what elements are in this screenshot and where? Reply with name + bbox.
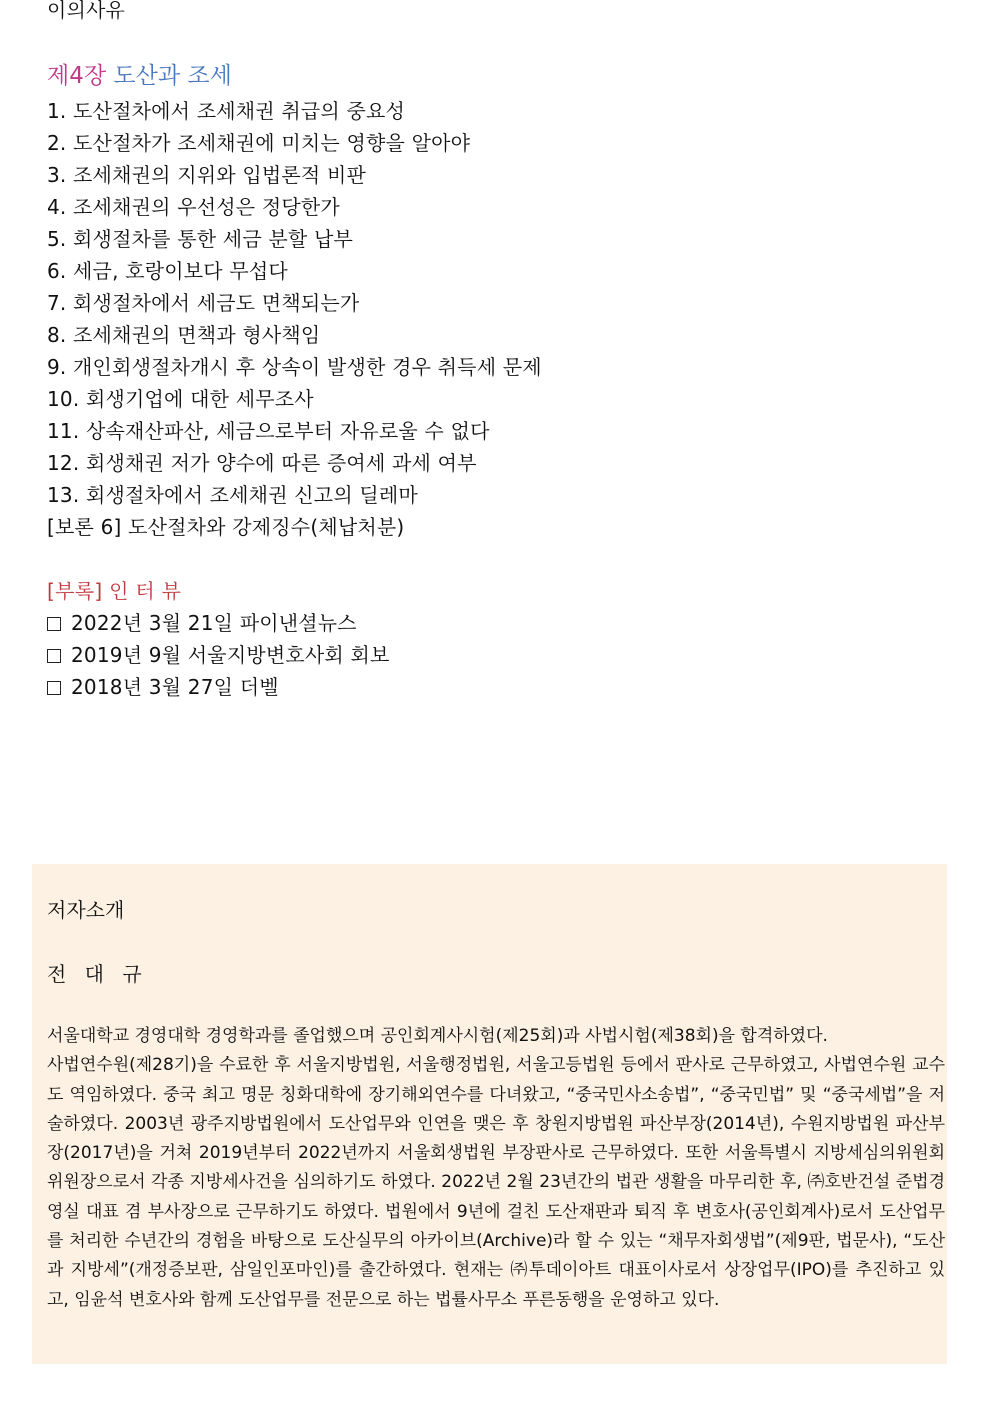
checkbox-icon [47, 617, 61, 631]
interview-item [47, 671, 390, 703]
list-item: 2. 도산절차가 조세채권에 미치는 영향을 알아야 [47, 131, 471, 155]
chapter-title: 도산과 조세 [113, 63, 232, 89]
list-item: 4. 조세채권의 우선성은 정당한가 [47, 195, 340, 219]
list-item: 7. 회생절차에서 세금도 면책되는가 [47, 291, 360, 315]
interview-item [47, 607, 390, 639]
previous-section-line: 이의사유 [47, 0, 126, 22]
list-item: 10. 회생기업에 대한 세무조사 [47, 387, 314, 411]
list-item: 8. 조세채권의 면책과 형사책임 [47, 323, 321, 347]
author-bio-paragraph: 사법연수원(제28기)을 수료한 후 서울지방법원, 서울행정법원, 서울고등법원 등에서 판사로 근무하였고, 사법연수원 교수도 역임하였다. 중국 최고 명문 칭화대학에 장기해외연수를 다녀왔고, “중국민사소송법”, “중국민법” 및 “중국세법”을 저술하였다. 2003년 광주지방법원에서 도산업무와 인연을 맺은 후 창원지방법원 파산부장(2014년), 수원지방법원 파산부장(2017년)을 거쳐 2019년부터 2022년까지 서울회생법원 부장판사로 근무하였다. 또한 서울특별시 지방세심의위원회 위원장으로서 각종 지방세사건을 심의하기도 하였다. 2022년 2월 23년간의 법관 생활을 마무리한 후, ㈜호반건설 준법경영실 대표 겸 부사장으로 근무하기도 하였다. 법원에서 9년에 걸친 도산재판과 퇴직 후 변호사(공인회계사)로서 도산업무를 처리한 수년간의 경험을 바탕으로 도산실무의 아카이브(Archive)라 할 수 있는 “채무자회생법”(제9판, 법문사), “도산과 지방세”(개정증보판, 삼일인포마인)를 출간하였다. 현재는 ㈜투데이아트 대표이사로서 상장업무(IPO)를 추진하고 있고, 임윤석 변호사와 함께 도산업무를 전문으로 하는 법률사무소 푸른동행을 운영하고 있다. [47, 1055, 945, 1310]
interview-list [47, 607, 390, 703]
checkbox-icon [47, 649, 61, 663]
interview-label: 2022년 3월 21일 파이낸셜뉴스 [71, 611, 357, 635]
list-item: 5. 회생절차를 통한 세금 분할 납부 [47, 227, 354, 251]
chapter-heading [47, 60, 232, 92]
author-intro-label: 저자소개 [47, 898, 125, 922]
appendix-heading: [부록] 인 터 뷰 [47, 579, 182, 603]
author-name: 전 대 규 [47, 962, 148, 986]
interview-label: 2018년 3월 27일 더벨 [71, 675, 279, 699]
checkbox-icon [47, 681, 61, 695]
chapter-number: 제4장 [47, 63, 107, 89]
list-item: 9. 개인회생절차개시 후 상속이 발생한 경우 취득세 문제 [47, 355, 542, 379]
author-intro-box [32, 864, 947, 1364]
chapter-item-list [47, 95, 542, 543]
list-item: 12. 회생채권 저가 양수에 따른 증여세 과세 여부 [47, 451, 477, 475]
list-item: [보론 6] 도산절차와 강제징수(체납처분) [47, 515, 405, 539]
list-item: 1. 도산절차에서 조세채권 취급의 중요성 [47, 99, 406, 123]
interview-item [47, 639, 390, 671]
list-item: 11. 상속재산파산, 세금으로부터 자유로울 수 없다 [47, 419, 490, 443]
list-item: 13. 회생절차에서 조세채권 신고의 딜레마 [47, 483, 418, 507]
list-item: 3. 조세채권의 지위와 입법론적 비판 [47, 163, 366, 187]
list-item: 6. 세금, 호랑이보다 무섭다 [47, 259, 288, 283]
author-bio [47, 1022, 945, 1315]
interview-label: 2019년 9월 서울지방변호사회 회보 [71, 643, 390, 667]
author-bio-paragraph: 서울대학교 경영대학 경영학과를 졸업했으며 공인회계사시험(제25회)과 사법시험(제38회)을 합격하였다. [47, 1026, 828, 1046]
